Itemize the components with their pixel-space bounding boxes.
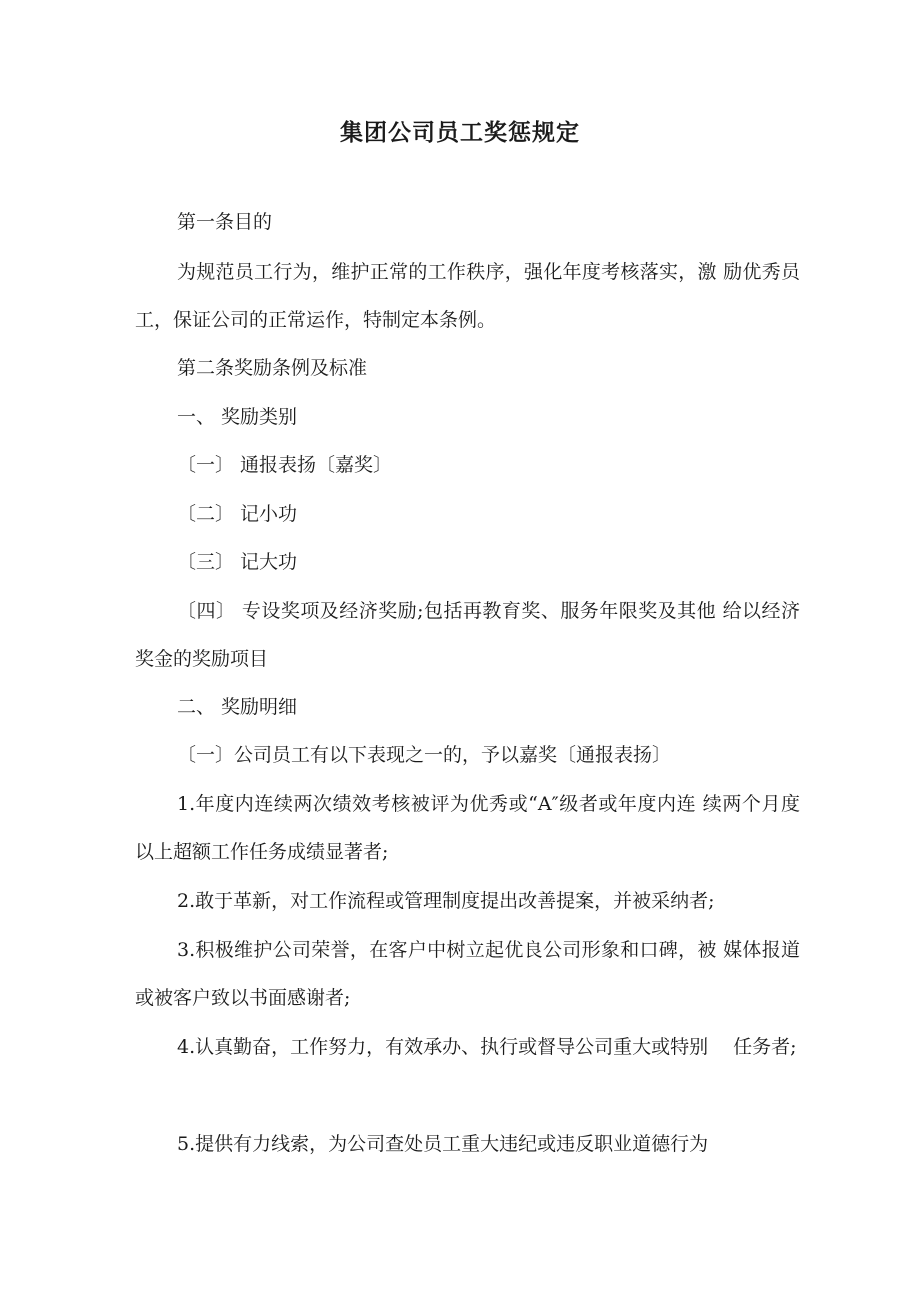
paragraph-item-3: 3.积极维护公司荣誉，在客户中树立起优良公司形象和口碑，被 媒体报道或被客户致以书面感谢者; bbox=[135, 939, 800, 1009]
paragraph-reward-type-1: 〔一〕 通报表扬〔嘉奖〕 bbox=[177, 454, 393, 476]
paragraph-reward-type-4: 〔四〕 专设奖项及经济奖励;包括再教育奖、服务年限奖及其他 给以经济奖金的奖励项目 bbox=[135, 600, 800, 670]
paragraph-reward-details-heading: 二、 奖励明细 bbox=[177, 696, 298, 718]
paragraph-commendation-intro: 〔一〕公司员工有以下表现之一的，予以嘉奖〔通报表扬〕 bbox=[177, 744, 672, 766]
paragraph-reward-type-3: 〔三〕 记大功 bbox=[177, 551, 298, 573]
paragraph-item-2: 2.敢于革新，对工作流程或管理制度提出改善提案，并被采纳者; bbox=[177, 890, 715, 912]
paragraph-purpose: 为规范员工行为，维护正常的工作秩序，强化年度考核落实，激 励优秀员工，保证公司的正常运作，特制定本条例。 bbox=[135, 261, 800, 331]
paragraph-item-1: 1.年度内连续两次绩效考核被评为优秀或“A″级者或年度内连 续两个月度以上超额工作任务成绩显著者; bbox=[135, 793, 800, 863]
paragraph-reward-type-2: 〔二〕 记小功 bbox=[177, 503, 298, 525]
paragraph-reward-types-heading: 一、 奖励类别 bbox=[177, 406, 298, 428]
document-title: 集团公司员工奖惩规定 bbox=[340, 120, 580, 146]
paragraph-item-4: 4.认真勤奋，工作努力，有效承办、执行或督导公司重大或特别 任务者; bbox=[177, 1036, 797, 1058]
paragraph-article-2-heading: 第二条奖励条例及标准 bbox=[177, 357, 368, 379]
paragraph-item-5: 5.提供有力线索，为公司查处员工重大违纪或违反职业道德行为 bbox=[177, 1133, 709, 1155]
paragraph-article-1-heading: 第一条目的 bbox=[177, 211, 273, 233]
